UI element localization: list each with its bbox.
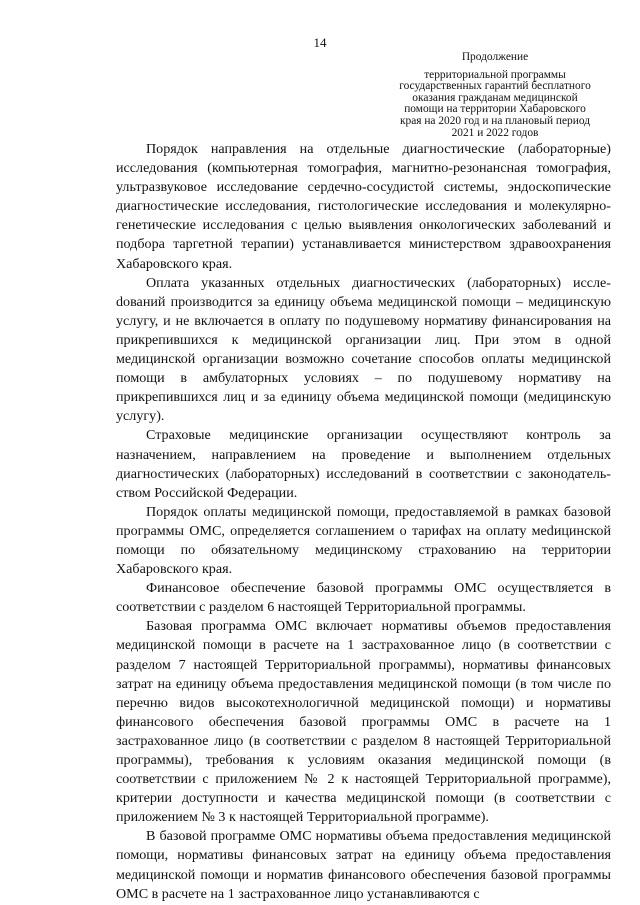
paragraph-norms-established: В базовой программе ОМС нормативы объема предоставления медицинской помощи, нормативы финансовых затрат на единицу объема предоставления медицинской помощи и норматив финансового обеспечения базовой программы ОМС в расчете на 1 застрахованное лицо устанавливаются с [116,828,611,902]
paragraph-financing: Финансовое обеспечение базовой программы ОМС осуществляется в соответствии с разделом 6 настоящей Территориальной программы. [116,580,611,616]
paragraph-insurance-control: Страховые медицинские организации осуществляют контроль за назначением, направлением на проведение и выполнением отдельных диагностических (лабораторных) исследований в соответствии с законодательством Российской Федерации. [116,427,611,501]
header-line: помощи на территории Хабаровского [404,103,586,116]
continued-label: Продолжение [461,51,529,63]
header-line: края на 2020 год и на плановый период [399,114,591,127]
paragraph-base-program-norms: Базовая программа ОМС включает нормативы объемов предоставления медицинской помощи в расчете на 1 застрахованное лицо (в соответствии с разделом 7 настоящей Территориальной программы), нормативы финансовых затрат на единицу объема предоставления медицинской помощи (в том числе по перечню видов высокотехнологичной медицинской помощи) и нормативы финансового обеспечения базовой программы ОМС в расчете на 1 застрахованное лицо (в соответствии с разделом 8 настоящей Территориальной программы), требования к условиям оказания медицинской помощи (в соответствии с приложением № 2 к настоящей Территориальной программе), критерии доступности и качества медицинской помощи (в соответствии с приложением № 3 к настоящей Территориальной программе). [116,618,611,826]
page-number: 14 [313,35,327,50]
header-line: территориальной программы [424,68,566,81]
header-line: государственных гарантий бесплатного [399,80,591,93]
paragraph-diagnostics-payment: Оплата указанных отдельных диагностических (лабораторных) исслеdований производится за единицу объема медицинской помощи – медицинскую услугу, и не включается в оплату по подушевому нормативу финансирования на прикрепившихся к медицинской организации лиц. При этом в одной медицинской организации возможно сочетание способов оплаты медицинской помощи в амбулаторных условиях – по подушевому нормативу на прикрепившихся лиц и за единицу объема медицинской помощи (медицинскую услугу). [116,274,611,425]
header-line: 2021 и 2022 годов [451,126,539,139]
header-line: оказания гражданам медицинской [412,91,578,104]
paragraph-diagnostics-referral: Порядок направления на отдельные диагностические (лабораторные) исследования (компьютерная томография, магнитно-резонансная томография, ультразвуковое исследование сердечно-сосудистой системы, эндоскопические диагностические исследования, гистологические исследования и молекулярно-генетические исследования с целью выявления онкологических заболеваний и подбора таргетной терапии) устанавливается министерством здравоохранения Хабаровского края. [116,141,611,272]
paragraph-payment-procedure: Порядок оплаты медицинской помощи, предоставляемой в рамках базовой программы ОМС, определяется соглашением о тарифах на оплату меdицинской помощи по обязательному медицинскому страхованию на территории Хабаровского края. [116,503,611,578]
body-text [116,140,611,904]
document-header-note [377,52,613,139]
